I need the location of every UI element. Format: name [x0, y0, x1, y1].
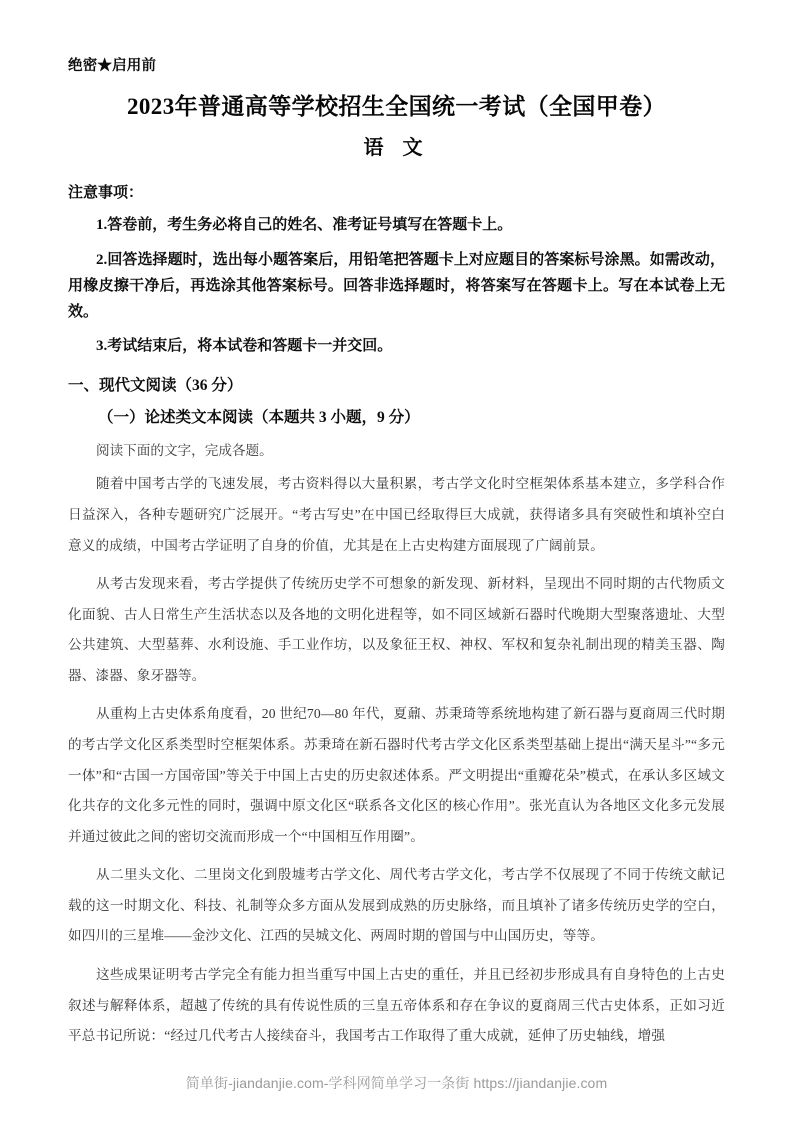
- passage-paragraph-3: 从重构上古史体系角度看，20 世纪70—80 年代，夏鼐、苏秉琦等系统地构建了新石器与夏商周三代时期的考古学文化区系类型时空框架体系。苏秉琦在新石器时代考古学文化区系类型基础上提出“满天星斗”“多元一体”和“古国一方国帝国”等关于中国上古史的历史叙述体系。严文明提出“重瓣花朵”模式，在承认多区域文化共存的文化多元性的同时，强调中原文化区“联系各文化区的核心作用”。张光直认为各地区文化多元发展并通过彼此之间的密切交流而形成一个“中国相互作用圈”。: [68, 706, 725, 844]
- passage-paragraph-1: 随着中国考古学的飞速发展，考古资料得以大量积累，考古学文化时空框架体系基本建立，多学科合作日益深入，各种专题研究广泛展开。“考古写史”在中国已经取得巨大成就，获得诸多具有突破性和填补空白意义的成绩，中国考古学证明了自身的价值，尤其是在上古史构建方面展现了广阔前景。: [68, 476, 725, 553]
- notice-item-3: 3.考试结束后，将本试卷和答题卡一并交回。: [96, 338, 393, 355]
- section-heading-one: 一、现代文阅读（36 分）: [68, 377, 243, 395]
- notice-heading: 注意事项：: [68, 184, 144, 201]
- passage-paragraph-4: 从二里头文化、二里岗文化到殷墟考古学文化、周代考古学文化，考古学不仅展现了不同于传统文献记载的这一时期文化、科技、礼制等众多方面从发展到成熟的历史脉络，而且填补了诸多传统历史学的空白，如四川的三星堆——金沙文化、江西的吴城文化、两周时期的曾国与中山国历史，等等。: [68, 867, 725, 944]
- notice-item-2: 2.回答选择题时，选出每小题答案后，用铅笔把答题卡上对应题目的答案标号涂黑。如需改动，用橡皮擦干净后，再选涂其他答案标号。回答非选择题时，将答案写在答题卡上。写在本试卷上无效。: [68, 251, 725, 320]
- notice-item-1: 1.答卷前，考生务必将自己的姓名、准考证号填写在答题卡上。: [96, 217, 513, 234]
- subject-title: 语 文: [363, 136, 430, 159]
- footer-watermark: 简单街-jiandanjie.com-学科网简单学习一条街 https://jiandanjie.com: [185, 1075, 608, 1092]
- passage-paragraph-2: 从考古发现来看，考古学提供了传统历史学不可想象的新发现、新材料，呈现出不同时期的古代物质文化面貌、古人日常生产生活状态以及各地的文明化进程等，如不同区域新石器时代晚期大型聚落遗址、大型公共建筑、大型墓葬、水利设施、手工业作坊，以及象征王权、神权、军权和复杂礼制出现的精美玉器、陶器、漆器、象牙器等。: [68, 576, 725, 683]
- subsection-heading-one: （一）论述类文本阅读（本题共 3 小题，9 分）: [98, 409, 420, 427]
- exam-title: 2023年普通高等学校招生全国统一考试（全国甲卷）: [127, 94, 666, 120]
- passage-paragraph-5: 这些成果证明考古学完全有能力担当重写中国上古史的重任，并且已经初步形成具有自身特色的上古史叙述与解释体系，超越了传统的具有传说性质的三皇五帝体系和存在争议的夏商周三代古史体系，正如习近平总书记所说：“经过几代考古人接续奋斗，我国考古工作取得了重大成就，延伸了历史轴线，增强: [68, 967, 725, 1044]
- secrecy-label: 绝密★启用前: [68, 58, 157, 74]
- reading-instruction: 阅读下面的文字，完成各题。: [96, 442, 273, 458]
